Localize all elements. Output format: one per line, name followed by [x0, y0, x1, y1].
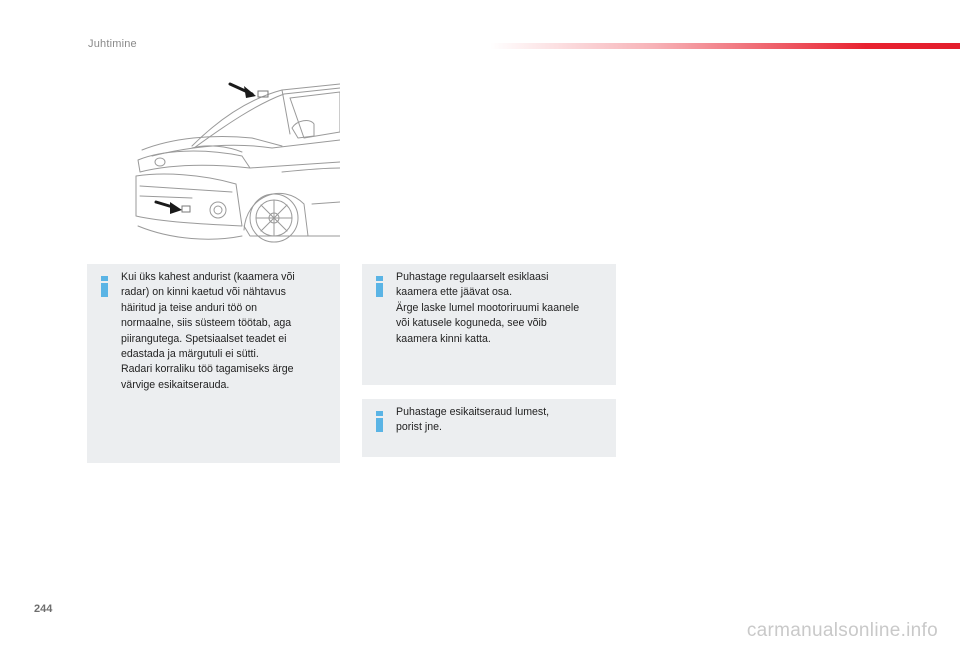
info-note-windshield	[362, 264, 616, 385]
info-icon	[376, 411, 384, 433]
note-line: piirangutega. Spetsiaalset teadet ei	[121, 332, 287, 345]
note-line: Radari korraliku töö tagamiseks ärge	[121, 363, 294, 376]
van-front-sensors-illustration	[132, 76, 340, 248]
page-number: 244	[34, 603, 53, 615]
info-note-bumper	[362, 399, 616, 457]
info-icon	[101, 276, 109, 298]
note-line: kaamera ette jäävat osa.	[396, 286, 513, 299]
watermark: carmanualsonline.info	[746, 620, 938, 641]
note-line: või katusele koguneda, see võib	[396, 317, 547, 330]
note-line: Kui üks kahest andurist (kaamera või	[121, 271, 295, 283]
note-line: Puhastage regulaarselt esiklaasi	[396, 271, 549, 283]
section-title: Juhtimine	[88, 38, 137, 50]
note-line: Ärge laske lumel mootoriruumi kaanele	[396, 301, 580, 314]
info-note-sensors	[87, 264, 340, 463]
note-line: normaalne, siis süsteem töötab, aga	[121, 317, 292, 330]
note-line: häiritud ja teise anduri töö on	[121, 301, 258, 314]
info-icon	[376, 276, 384, 298]
note-text	[121, 270, 330, 393]
note-line: Puhastage esikaitseraud lumest,	[396, 406, 550, 418]
note-text	[396, 270, 606, 347]
note-line: värvige esikaitserauda.	[121, 378, 230, 391]
note-line: kaamera kinni katta.	[396, 332, 491, 345]
note-text	[396, 405, 606, 436]
header-accent-bar	[490, 43, 960, 49]
note-line: porist jne.	[396, 421, 442, 434]
note-line: radar) on kinni kaetud või nähtavus	[121, 286, 286, 299]
note-line: edastada ja märgutuli ei sütti.	[121, 348, 259, 361]
